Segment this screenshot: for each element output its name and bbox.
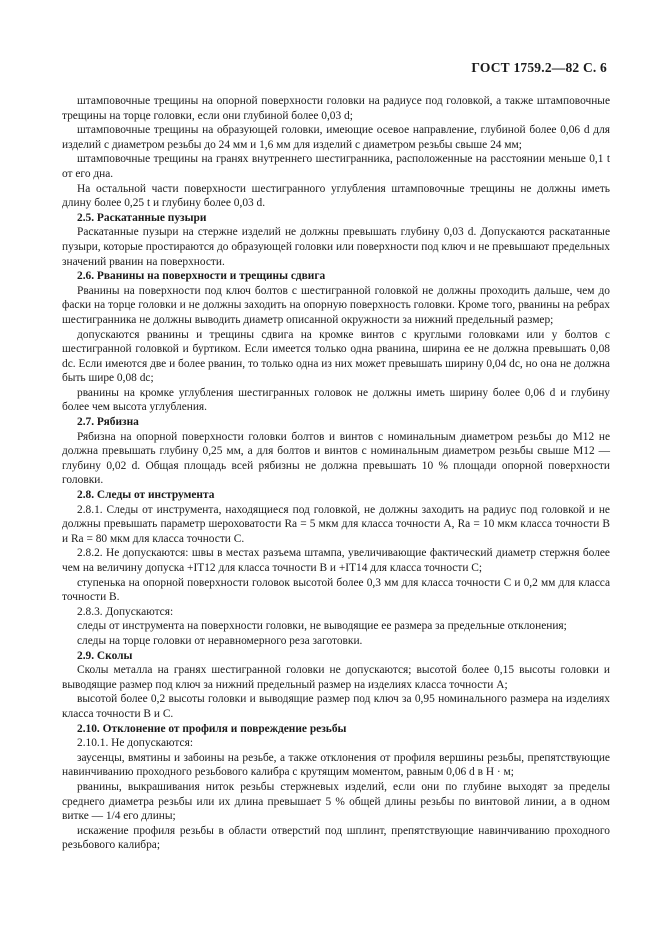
paragraph: На остальной части поверхности шестигранного углубления штамповочные трещины не должны иметь длину более 0,25 t и глубину более 0,03 d.: [62, 182, 610, 210]
paragraph: 2.8.1. Следы от инструмента, находящиеся под головкой, не должны заходить на радиус под головкой и не должны превышать параметр шероховатости Ra = 5 мкм для класса точности А, Ra = 10 мкм класса точности В и Ra = 80 мкм для класса точности С.: [62, 503, 610, 545]
paragraph: Рябизна на опорной поверхности головки болтов и винтов с номинальным диаметром резьбы до М12 не должна превышать глубину 0,25 мм, а для болтов и винтов с номинальным диаметром резьбы свыше М12 — глубину 0,02 d. Общая площадь всей рябизны не должна превышать 10 % площади опорной поверхности головки.: [62, 430, 610, 487]
paragraph: ступенька на опорной поверхности головок высотой более 0,3 мм для класса точности С и 0,2 мм для класса точности В.: [62, 576, 610, 604]
document-body: [62, 94, 610, 853]
paragraph: штамповочные трещины на гранях внутреннего шестигранника, расположенные на расстоянии меньше 0,1 t от его дна.: [62, 153, 610, 180]
paragraph: рванины, выкрашивания ниток резьбы стержневых изделий, если они по глубине выходят за пределы среднего диаметра резьбы или их длина превышает 5 % общей длины резьбы по винтовой линии, а в одном витке — 1/4 его длины;: [62, 780, 610, 823]
section-heading: 2.8. Следы от инструмента: [77, 489, 215, 502]
paragraph: Сколы металла на гранях шестигранной головки не допускаются; высотой более 0,15 высоты головки и выводящие размер под ключ за нижний предельный размер на изделиях класса точности А;: [62, 664, 610, 691]
section-heading: 2.9. Сколы: [77, 649, 133, 662]
section-heading: 2.5. Раскатанные пузыри: [77, 211, 207, 224]
paragraph: Рванины на поверхности под ключ болтов с шестигранной головкой не должны проходить дальше, чем до фаски на торце головки и не должны заходить на опорную поверхность головки. Кроме того, рванины на ребрах шестигранника не должны выводить диаметр описанной окружности за нижний предельный размер;: [62, 284, 610, 326]
paragraph: Раскатанные пузыри на стержне изделий не должны превышать глубину 0,03 d. Допускаются раскатанные пузыри, которые простираются до образующей головки или поверхности под ключ и не превышают предельных значений рванин на поверхности.: [62, 226, 610, 268]
paragraph: заусенцы, вмятины и забоины на резьбе, а также отклонения от профиля вершины резьбы, препятствующие навинчиванию проходного резьбового калибра с крутящим моментом, равным 0,06 d в Н · м;: [62, 751, 610, 779]
paragraph: 2.8.3. Допускаются:: [77, 605, 174, 618]
paragraph: рванины на кромке углубления шестигранных головок не должны иметь ширину более 0,06 d и глубину более чем высота углубления.: [62, 386, 610, 414]
paragraph: штамповочные трещины на образующей головки, имеющие осевое направление, глубиной более 0,06 d для изделий с диаметром резьбы до 24 мм и 1,6 мм для изделий с диаметром резьбы свыше 24 мм;: [62, 124, 610, 151]
paragraph: штамповочные трещины на опорной поверхности головки на радиусе под головкой, а также штамповочные трещины на торце головки, если они глубиной более 0,03 d;: [62, 95, 610, 122]
paragraph: высотой более 0,2 высоты головки и выводящие размер под ключ за 0,95 номинального размера на изделиях класса точности В и С.: [62, 693, 610, 720]
paragraph: 2.10.1. Не допускаются:: [77, 737, 193, 750]
paragraph: допускаются рванины и трещины сдвига на кромке винтов с круглыми головками или у болтов с шестигранной головкой и буртиком. Если имеется только одна рванина, ширина ее не должна превышать 0,08 dc. Если имеются две и более рванин, то только одна из них может превышать ширину 0,04 dc, но она не должна быть шире 0,08 dc;: [62, 328, 610, 385]
section-heading: 2.6. Рванины на поверхности и трещины сдвига: [77, 270, 326, 283]
paragraph: 2.8.2. Не допускаются: швы в местах разъема штампа, увеличивающие фактический диаметр стержня более чем на величину допуска +IT12 для класса точности В и +IT14 для класса точности С;: [62, 547, 610, 574]
paragraph: следы на торце головки от неравномерного реза заготовки.: [77, 634, 363, 647]
paragraph: следы от инструмента на поверхности головки, не выводящие ее размера за предельные отклонения;: [77, 620, 567, 633]
section-heading: 2.7. Рябизна: [77, 416, 139, 429]
page-header: ГОСТ 1759.2—82 С. 6: [471, 60, 607, 75]
paragraph: искажение профиля резьбы в области отверстий под шплинт, препятствующие навинчиванию проходного резьбового калибра;: [62, 824, 610, 852]
section-heading: 2.10. Отклонение от профиля и повреждение резьбы: [77, 722, 347, 735]
